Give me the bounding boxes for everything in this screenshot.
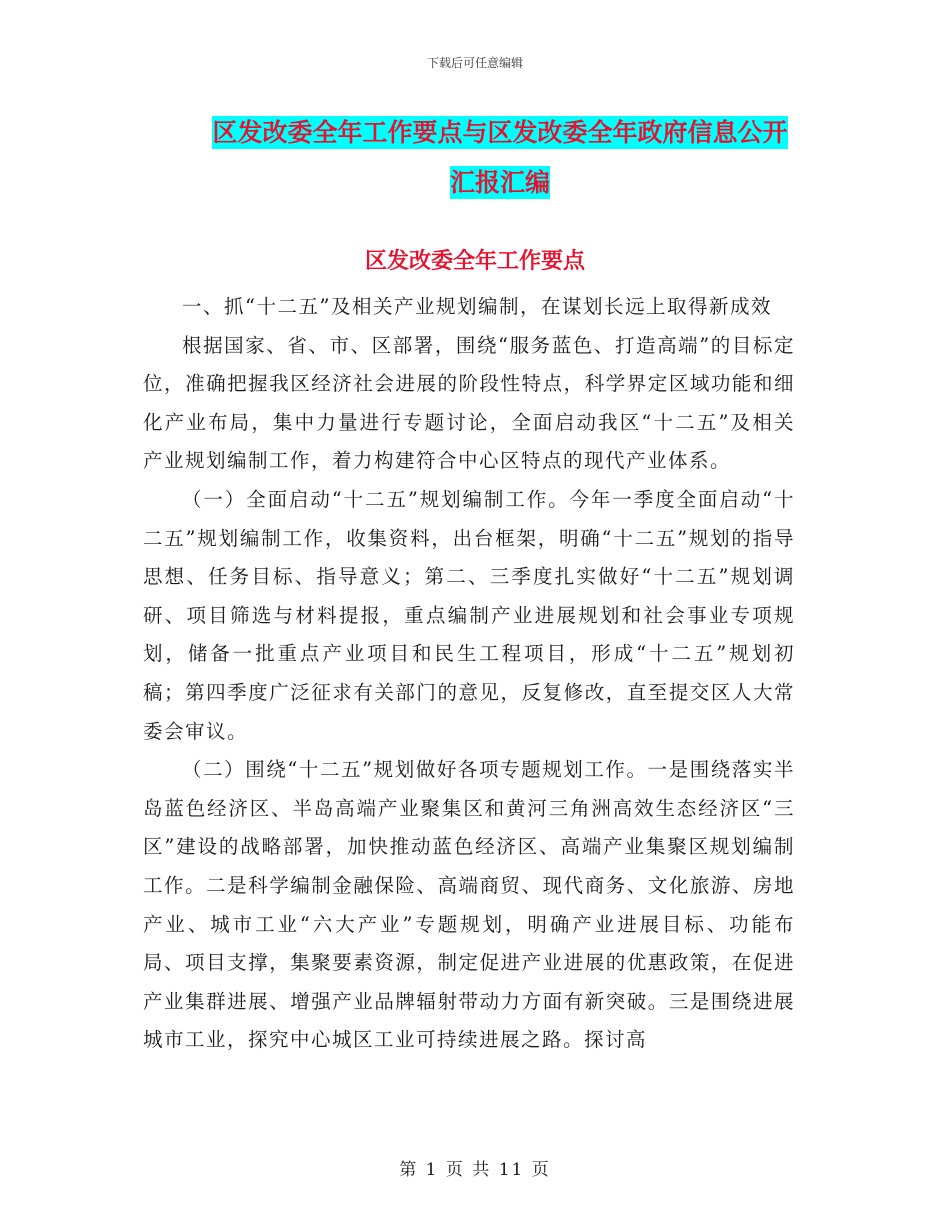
section-title: 区发改委全年工作要点 (364, 249, 585, 274)
document-title-line-1: 区发改委全年工作要点与区发改委全年政府信息公开 (212, 118, 788, 147)
paragraph-heading-1: 一、抓“十二五”及相关产业规划编制，在谋划长远上取得新成效 (182, 295, 772, 318)
body-text (143, 288, 795, 1060)
document-title (140, 108, 860, 208)
document-title-line-2: 汇报汇编 (449, 168, 550, 197)
paragraph: （二）围绕“十二五”规划做好各项专题规划工作。一是围绕落实半岛蓝色经济区、半岛高端产业聚集区和黄河三角洲高效生态经济区“三区”建设的战略部署，加快推动蓝色经济区、高端产业集聚区规划编制工作。二是科学编制金融保险、高端商贸、现代商务、文化旅游、房地产业、城市工业“六大产业”专题规划，明确产业进展目标、功能布局、项目支撑，集聚要素资源，制定促进产业进展的优惠政策，在促进产业集群进展、增强产业品牌辐射带动力方面有新突破。三是围绕进展城市工业，探究中心城区工业可持续进展之路。探讨高 (143, 758, 795, 1052)
header-note: 下载后可任意编辑 (426, 56, 523, 70)
paragraph: 根据国家、省、市、区部署，围绕“服务蓝色、打造高端”的目标定位，准确把握我区经济社会进展的阶段性特点，科学界定区域功能和细化产业布局，集中力量进行专题讨论，全面启动我区“十二五”及相关产业规划编制工作，着力构建符合中心区特点的现代产业体系。 (143, 333, 795, 473)
page-number: 第 1 页 共 11 页 (399, 1160, 551, 1180)
paragraph: （一）全面启动“十二五”规划编制工作。今年一季度全面启动“十二五”规划编制工作，收集资料，出台框架，明确“十二五”规划的指导思想、任务目标、指导意义；第二、三季度扎实做好“十二五”规划调研、项目筛选与材料提报，重点编制产业进展规划和社会事业专项规划，储备一批重点产业项目和民生工程项目，形成“十二五”规划初稿；第四季度广泛征求有关部门的意见，反复修改，直至提交区人大常委会审议。 (143, 487, 795, 743)
